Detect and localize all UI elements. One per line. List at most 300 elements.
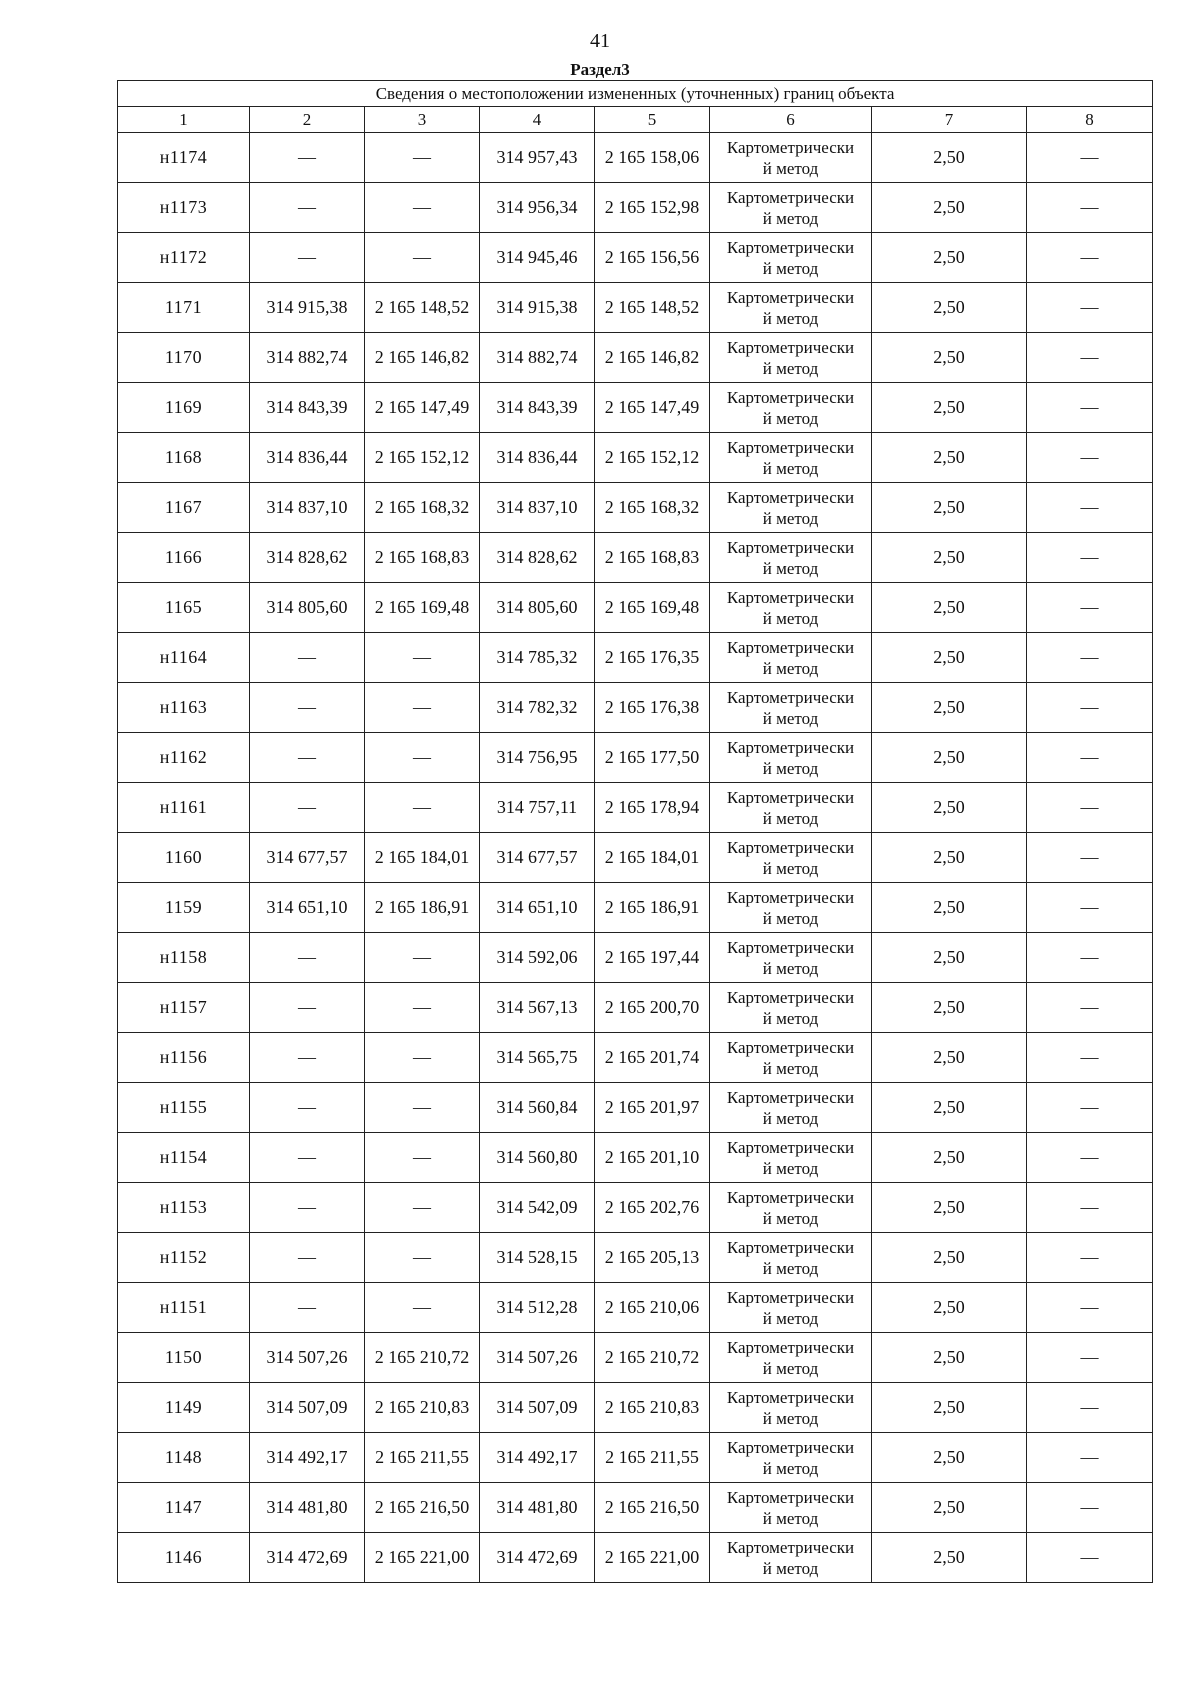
table-caption-row (118, 81, 1153, 107)
method-text: Картометрически (726, 637, 855, 657)
y-new-cell: 2 165 176,38 (595, 683, 710, 733)
x-new-cell: 314 915,38 (480, 283, 595, 333)
x-new-cell: 314 542,09 (480, 1183, 595, 1233)
note-cell: — (1027, 683, 1153, 733)
x-new-cell: 314 560,84 (480, 1083, 595, 1133)
method-text: й метод (762, 658, 819, 678)
method-text: й метод (762, 408, 819, 428)
x-old-cell: — (250, 683, 365, 733)
point-name-cell: н1163 (118, 683, 250, 733)
method-text: й метод (762, 308, 819, 328)
method-cell (710, 933, 872, 983)
y-old-cell: 2 165 146,82 (365, 333, 480, 383)
x-old-cell: 314 472,69 (250, 1533, 365, 1583)
y-old-cell: 2 165 210,83 (365, 1383, 480, 1433)
x-old-cell: 314 915,38 (250, 283, 365, 333)
y-new-cell: 2 165 210,06 (595, 1283, 710, 1333)
method-cell (710, 333, 872, 383)
table-row (118, 1383, 1153, 1433)
method-cell (710, 433, 872, 483)
y-old-cell: 2 165 152,12 (365, 433, 480, 483)
y-old-cell: — (365, 683, 480, 733)
note-cell: — (1027, 1233, 1153, 1283)
y-old-cell: 2 165 147,49 (365, 383, 480, 433)
accuracy-cell: 2,50 (872, 383, 1027, 433)
y-old-cell: — (365, 933, 480, 983)
method-cell (710, 233, 872, 283)
method-text: Картометрически (726, 787, 855, 807)
y-old-cell: 2 165 148,52 (365, 283, 480, 333)
page-number: 41 (590, 30, 610, 52)
x-old-cell: 314 805,60 (250, 583, 365, 633)
accuracy-cell: 2,50 (872, 1233, 1027, 1283)
y-new-cell: 2 165 186,91 (595, 883, 710, 933)
y-old-cell: 2 165 184,01 (365, 833, 480, 883)
point-name-cell: н1156 (118, 1033, 250, 1083)
x-new-cell: 314 828,62 (480, 533, 595, 583)
x-new-cell: 314 882,74 (480, 333, 595, 383)
accuracy-cell: 2,50 (872, 733, 1027, 783)
table-row (118, 1083, 1153, 1133)
column-number-row (118, 107, 1153, 133)
method-text: Картометрически (726, 237, 855, 257)
method-cell (710, 1083, 872, 1133)
x-new-cell: 314 843,39 (480, 383, 595, 433)
table-caption: Сведения о местоположении измененных (уточненных) границ объекта (118, 81, 1153, 107)
point-name-cell: н1164 (118, 633, 250, 683)
x-old-cell: 314 836,44 (250, 433, 365, 483)
coordinates-table (117, 80, 1153, 1583)
method-text: Картометрически (726, 337, 855, 357)
x-new-cell: 314 528,15 (480, 1233, 595, 1283)
x-new-cell: 314 507,09 (480, 1383, 595, 1433)
note-cell: — (1027, 233, 1153, 283)
note-cell: — (1027, 1533, 1153, 1583)
accuracy-cell: 2,50 (872, 1333, 1027, 1383)
accuracy-cell: 2,50 (872, 683, 1027, 733)
method-text: й метод (762, 808, 819, 828)
method-cell (710, 983, 872, 1033)
method-text: Картометрически (726, 1187, 855, 1207)
method-text: Картометрически (726, 1037, 855, 1057)
x-old-cell: — (250, 233, 365, 283)
method-text: й метод (762, 1508, 819, 1528)
method-text: Картометрически (726, 837, 855, 857)
method-text: Картометрически (726, 587, 855, 607)
method-text: й метод (762, 1158, 819, 1178)
table-row (118, 433, 1153, 483)
y-old-cell: — (365, 1133, 480, 1183)
method-text: Картометрически (726, 737, 855, 757)
method-text: Картометрически (726, 487, 855, 507)
table-row (118, 633, 1153, 683)
accuracy-cell: 2,50 (872, 283, 1027, 333)
method-text: й метод (762, 1458, 819, 1478)
method-cell (710, 533, 872, 583)
y-new-cell: 2 165 201,10 (595, 1133, 710, 1183)
point-name-cell: н1153 (118, 1183, 250, 1233)
method-cell (710, 1183, 872, 1233)
column-number: 5 (595, 107, 710, 133)
table-row (118, 783, 1153, 833)
accuracy-cell: 2,50 (872, 1483, 1027, 1533)
accuracy-cell: 2,50 (872, 233, 1027, 283)
method-text: й метод (762, 958, 819, 978)
method-cell (710, 133, 872, 183)
table-row (118, 683, 1153, 733)
y-new-cell: 2 165 184,01 (595, 833, 710, 883)
accuracy-cell: 2,50 (872, 783, 1027, 833)
method-cell (710, 583, 872, 633)
table-row (118, 533, 1153, 583)
note-cell: — (1027, 1183, 1153, 1233)
method-cell (710, 1433, 872, 1483)
method-text: й метод (762, 1058, 819, 1078)
y-old-cell: 2 165 210,72 (365, 1333, 480, 1383)
note-cell: — (1027, 183, 1153, 233)
y-new-cell: 2 165 205,13 (595, 1233, 710, 1283)
x-new-cell: 314 756,95 (480, 733, 595, 783)
x-old-cell: — (250, 133, 365, 183)
accuracy-cell: 2,50 (872, 333, 1027, 383)
y-old-cell: — (365, 133, 480, 183)
point-name-cell: 1170 (118, 333, 250, 383)
y-old-cell: 2 165 211,55 (365, 1433, 480, 1483)
y-new-cell: 2 165 176,35 (595, 633, 710, 683)
accuracy-cell: 2,50 (872, 1183, 1027, 1233)
method-text: Картометрически (726, 1137, 855, 1157)
y-new-cell: 2 165 200,70 (595, 983, 710, 1033)
y-new-cell: 2 165 168,32 (595, 483, 710, 533)
x-new-cell: 314 837,10 (480, 483, 595, 533)
accuracy-cell: 2,50 (872, 1083, 1027, 1133)
x-old-cell: — (250, 1033, 365, 1083)
method-text: й метод (762, 258, 819, 278)
y-old-cell: — (365, 233, 480, 283)
point-name-cell: 1160 (118, 833, 250, 883)
y-old-cell: — (365, 633, 480, 683)
x-old-cell: 314 492,17 (250, 1433, 365, 1483)
method-text: й метод (762, 1408, 819, 1428)
method-text: й метод (762, 858, 819, 878)
y-new-cell: 2 165 147,49 (595, 383, 710, 433)
accuracy-cell: 2,50 (872, 1283, 1027, 1333)
y-old-cell: — (365, 1283, 480, 1333)
table-row (118, 1433, 1153, 1483)
y-new-cell: 2 165 152,12 (595, 433, 710, 483)
method-cell (710, 1283, 872, 1333)
table-row (118, 1133, 1153, 1183)
note-cell: — (1027, 1083, 1153, 1133)
x-old-cell: — (250, 983, 365, 1033)
method-cell (710, 783, 872, 833)
y-new-cell: 2 165 210,83 (595, 1383, 710, 1433)
x-new-cell: 314 785,32 (480, 633, 595, 683)
method-text: й метод (762, 608, 819, 628)
y-new-cell: 2 165 197,44 (595, 933, 710, 983)
method-text: Картометрически (726, 387, 855, 407)
x-old-cell: — (250, 783, 365, 833)
y-old-cell: 2 165 169,48 (365, 583, 480, 633)
y-old-cell: 2 165 186,91 (365, 883, 480, 933)
x-new-cell: 314 592,06 (480, 933, 595, 983)
x-old-cell: — (250, 1133, 365, 1183)
point-name-cell: 1166 (118, 533, 250, 583)
note-cell: — (1027, 383, 1153, 433)
table-row (118, 1233, 1153, 1283)
point-name-cell: н1154 (118, 1133, 250, 1183)
table-row (118, 883, 1153, 933)
method-cell (710, 1233, 872, 1283)
accuracy-cell: 2,50 (872, 133, 1027, 183)
accuracy-cell: 2,50 (872, 1383, 1027, 1433)
method-text: й метод (762, 1258, 819, 1278)
y-new-cell: 2 165 221,00 (595, 1533, 710, 1583)
table-row (118, 1033, 1153, 1083)
y-new-cell: 2 165 201,97 (595, 1083, 710, 1133)
accuracy-cell: 2,50 (872, 583, 1027, 633)
x-old-cell: — (250, 1283, 365, 1333)
method-cell (710, 633, 872, 683)
method-cell (710, 383, 872, 433)
x-new-cell: 314 512,28 (480, 1283, 595, 1333)
note-cell: — (1027, 483, 1153, 533)
y-old-cell: 2 165 168,32 (365, 483, 480, 533)
x-old-cell: 314 837,10 (250, 483, 365, 533)
method-text: Картометрически (726, 1537, 855, 1557)
y-new-cell: 2 165 158,06 (595, 133, 710, 183)
x-old-cell: 314 507,09 (250, 1383, 365, 1433)
method-cell (710, 1333, 872, 1383)
x-new-cell: 314 957,43 (480, 133, 595, 183)
point-name-cell: 1149 (118, 1383, 250, 1433)
method-text: й метод (762, 508, 819, 528)
x-old-cell: — (250, 1183, 365, 1233)
point-name-cell: 1150 (118, 1333, 250, 1383)
method-cell (710, 183, 872, 233)
note-cell: — (1027, 133, 1153, 183)
x-new-cell: 314 651,10 (480, 883, 595, 933)
method-cell (710, 733, 872, 783)
method-text: Картометрически (726, 287, 855, 307)
point-name-cell: 1146 (118, 1533, 250, 1583)
accuracy-cell: 2,50 (872, 833, 1027, 883)
method-cell (710, 883, 872, 933)
note-cell: — (1027, 1133, 1153, 1183)
x-old-cell: — (250, 1083, 365, 1133)
method-text: й метод (762, 1108, 819, 1128)
x-new-cell: 314 836,44 (480, 433, 595, 483)
accuracy-cell: 2,50 (872, 633, 1027, 683)
method-text: й метод (762, 758, 819, 778)
point-name-cell: н1162 (118, 733, 250, 783)
method-text: Картометрически (726, 887, 855, 907)
x-new-cell: 314 481,80 (480, 1483, 595, 1533)
y-old-cell: 2 165 168,83 (365, 533, 480, 583)
y-old-cell: 2 165 216,50 (365, 1483, 480, 1533)
method-cell (710, 1533, 872, 1583)
accuracy-cell: 2,50 (872, 1133, 1027, 1183)
method-text: Картометрически (726, 1487, 855, 1507)
x-new-cell: 314 945,46 (480, 233, 595, 283)
point-name-cell: н1174 (118, 133, 250, 183)
y-new-cell: 2 165 178,94 (595, 783, 710, 833)
method-text: Картометрически (726, 1087, 855, 1107)
method-cell (710, 283, 872, 333)
point-name-cell: н1158 (118, 933, 250, 983)
method-text: й метод (762, 208, 819, 228)
table-row (118, 133, 1153, 183)
table-row (118, 483, 1153, 533)
method-text: й метод (762, 1358, 819, 1378)
accuracy-cell: 2,50 (872, 1433, 1027, 1483)
method-text: Картометрически (726, 137, 855, 157)
x-old-cell: — (250, 183, 365, 233)
y-old-cell: — (365, 183, 480, 233)
method-text: й метод (762, 708, 819, 728)
y-new-cell: 2 165 156,56 (595, 233, 710, 283)
y-new-cell: 2 165 152,98 (595, 183, 710, 233)
method-text: Картометрически (726, 1337, 855, 1357)
column-number: 2 (250, 107, 365, 133)
method-text: Картометрически (726, 1237, 855, 1257)
table-row (118, 833, 1153, 883)
y-new-cell: 2 165 168,83 (595, 533, 710, 583)
table-row (118, 1283, 1153, 1333)
table-row (118, 983, 1153, 1033)
table-body (118, 133, 1153, 1583)
point-name-cell: 1159 (118, 883, 250, 933)
y-old-cell: — (365, 1233, 480, 1283)
y-new-cell: 2 165 169,48 (595, 583, 710, 633)
x-new-cell: 314 956,34 (480, 183, 595, 233)
point-name-cell: н1155 (118, 1083, 250, 1133)
y-old-cell: — (365, 1083, 480, 1133)
table-row (118, 933, 1153, 983)
y-old-cell: — (365, 983, 480, 1033)
note-cell: — (1027, 833, 1153, 883)
x-new-cell: 314 782,32 (480, 683, 595, 733)
column-number: 7 (872, 107, 1027, 133)
note-cell: — (1027, 883, 1153, 933)
accuracy-cell: 2,50 (872, 1533, 1027, 1583)
point-name-cell: н1161 (118, 783, 250, 833)
x-new-cell: 314 560,80 (480, 1133, 595, 1183)
x-old-cell: 314 507,26 (250, 1333, 365, 1383)
y-old-cell: — (365, 733, 480, 783)
note-cell: — (1027, 783, 1153, 833)
y-old-cell: — (365, 783, 480, 833)
x-new-cell: 314 677,57 (480, 833, 595, 883)
note-cell: — (1027, 983, 1153, 1033)
table-row (118, 383, 1153, 433)
x-old-cell: — (250, 733, 365, 783)
method-text: Картометрически (726, 987, 855, 1007)
point-name-cell: 1167 (118, 483, 250, 533)
x-old-cell: — (250, 1233, 365, 1283)
method-text: й метод (762, 1208, 819, 1228)
method-cell (710, 683, 872, 733)
method-text: Картометрически (726, 187, 855, 207)
table-row (118, 283, 1153, 333)
x-new-cell: 314 507,26 (480, 1333, 595, 1383)
section-title: Раздел3 (570, 60, 630, 79)
column-number: 4 (480, 107, 595, 133)
column-number: 1 (118, 107, 250, 133)
note-cell: — (1027, 1433, 1153, 1483)
note-cell: — (1027, 733, 1153, 783)
x-new-cell: 314 757,11 (480, 783, 595, 833)
column-number: 6 (710, 107, 872, 133)
method-text: й метод (762, 158, 819, 178)
table-row (118, 333, 1153, 383)
method-text: й метод (762, 458, 819, 478)
accuracy-cell: 2,50 (872, 183, 1027, 233)
note-cell: — (1027, 933, 1153, 983)
table-row (118, 1533, 1153, 1583)
method-cell (710, 1383, 872, 1433)
x-new-cell: 314 492,17 (480, 1433, 595, 1483)
x-new-cell: 314 805,60 (480, 583, 595, 633)
x-old-cell: 314 677,57 (250, 833, 365, 883)
method-text: Картометрически (726, 537, 855, 557)
note-cell: — (1027, 1283, 1153, 1333)
method-text: Картометрически (726, 687, 855, 707)
y-new-cell: 2 165 210,72 (595, 1333, 710, 1383)
note-cell: — (1027, 533, 1153, 583)
point-name-cell: 1169 (118, 383, 250, 433)
method-text: й метод (762, 1308, 819, 1328)
accuracy-cell: 2,50 (872, 1033, 1027, 1083)
column-number: 3 (365, 107, 480, 133)
y-old-cell: — (365, 1183, 480, 1233)
note-cell: — (1027, 1333, 1153, 1383)
table-row (118, 583, 1153, 633)
table-row (118, 183, 1153, 233)
table-row (118, 733, 1153, 783)
x-new-cell: 314 565,75 (480, 1033, 595, 1083)
point-name-cell: 1168 (118, 433, 250, 483)
accuracy-cell: 2,50 (872, 533, 1027, 583)
point-name-cell: н1157 (118, 983, 250, 1033)
y-new-cell: 2 165 146,82 (595, 333, 710, 383)
x-old-cell: 314 828,62 (250, 533, 365, 583)
y-new-cell: 2 165 148,52 (595, 283, 710, 333)
note-cell: — (1027, 283, 1153, 333)
x-old-cell: 314 843,39 (250, 383, 365, 433)
method-text: й метод (762, 1008, 819, 1028)
method-cell (710, 1133, 872, 1183)
method-cell (710, 483, 872, 533)
point-name-cell: н1152 (118, 1233, 250, 1283)
note-cell: — (1027, 1033, 1153, 1083)
table-row (118, 1183, 1153, 1233)
method-text: Картометрически (726, 1437, 855, 1457)
note-cell: — (1027, 1383, 1153, 1433)
note-cell: — (1027, 1483, 1153, 1533)
method-text: Картометрически (726, 1387, 855, 1407)
x-old-cell: — (250, 633, 365, 683)
x-new-cell: 314 567,13 (480, 983, 595, 1033)
method-text: Картометрически (726, 1287, 855, 1307)
accuracy-cell: 2,50 (872, 433, 1027, 483)
method-text: й метод (762, 558, 819, 578)
point-name-cell: 1148 (118, 1433, 250, 1483)
x-new-cell: 314 472,69 (480, 1533, 595, 1583)
y-new-cell: 2 165 177,50 (595, 733, 710, 783)
y-new-cell: 2 165 211,55 (595, 1433, 710, 1483)
note-cell: — (1027, 633, 1153, 683)
